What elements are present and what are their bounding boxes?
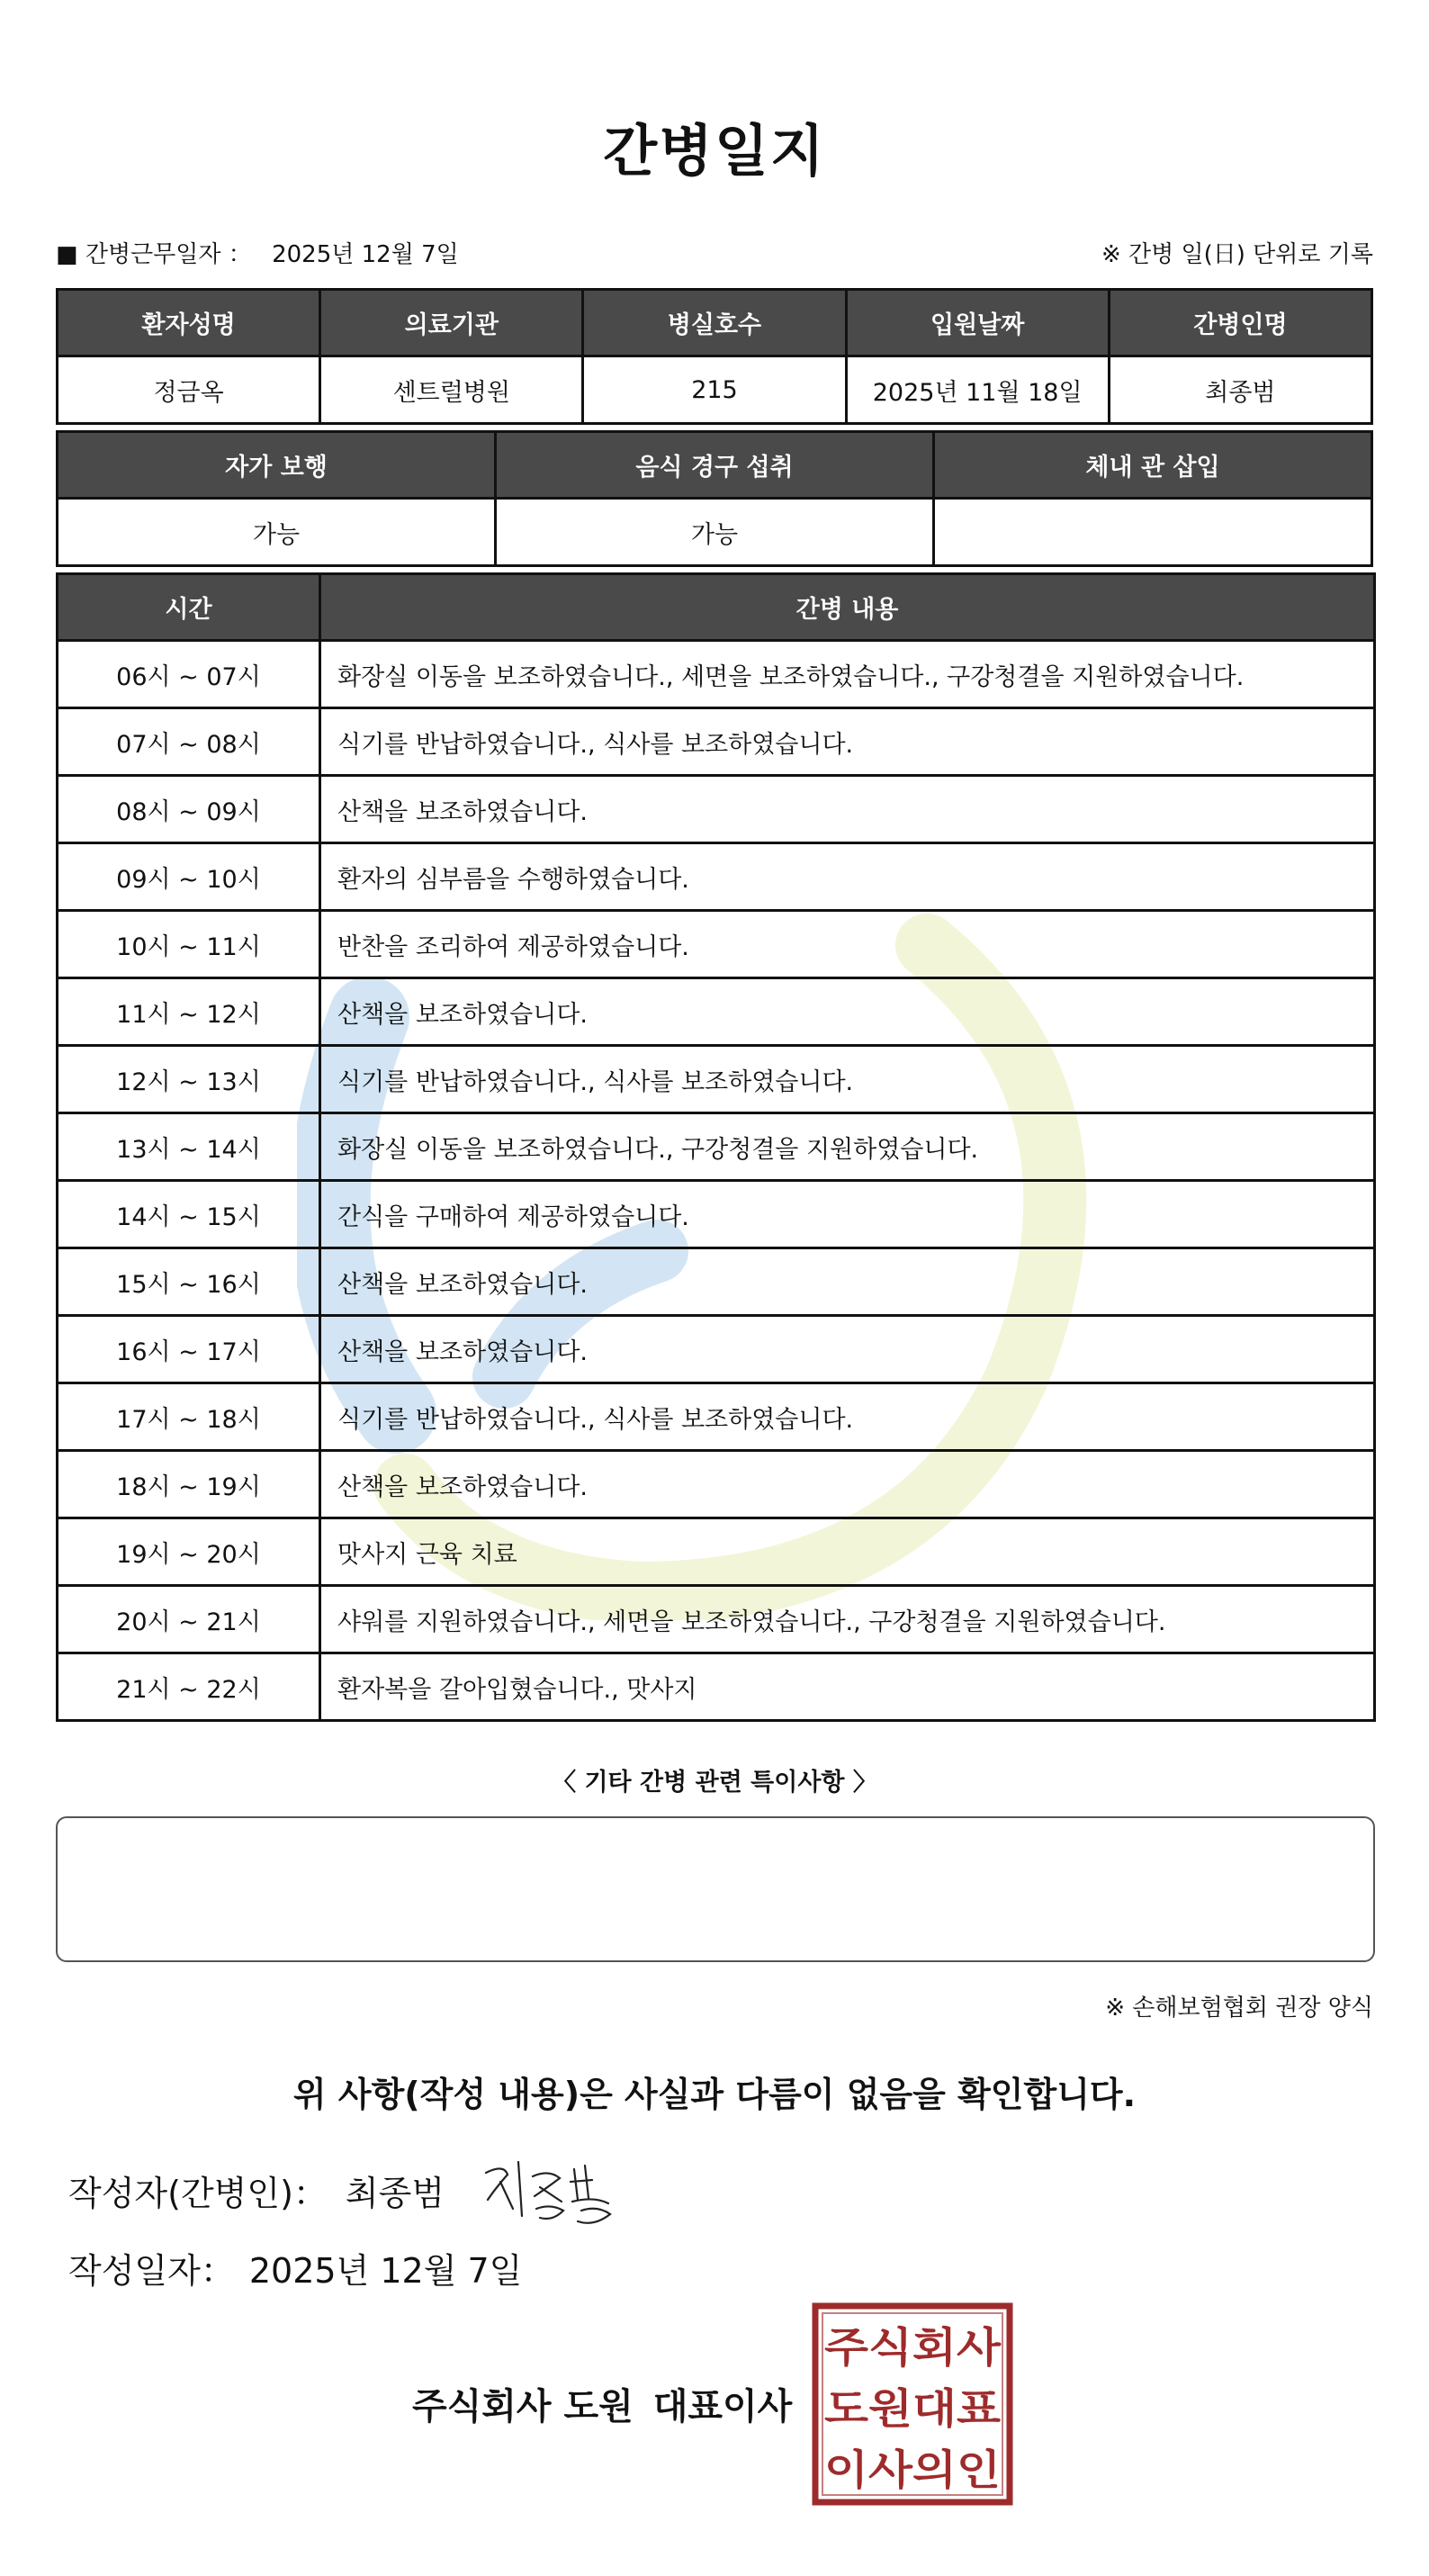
recommend-note: ※ 손해보험협회 권장 양식 bbox=[1105, 1995, 1373, 2022]
log-content: 식기를 반납하였습니다., 식사를 보조하였습니다. bbox=[320, 1046, 1375, 1113]
company-line bbox=[412, 2378, 792, 2429]
log-content: 산책을 보조하였습니다. bbox=[320, 978, 1375, 1046]
log-content: 샤워를 지원하였습니다., 세면을 보조하였습니다., 구강청결을 지원하였습니다. bbox=[320, 1586, 1375, 1653]
log-row bbox=[58, 1451, 1375, 1518]
company-title: 대표이사 bbox=[652, 2386, 793, 2427]
admission-date-value: 2025년 11월 18일 bbox=[846, 356, 1109, 424]
work-date-label: ■ 간병근무일자 ： bbox=[56, 241, 252, 268]
log-content: 간식을 구매하여 제공하였습니다. bbox=[320, 1181, 1375, 1248]
log-time: 13시 ~ 14시 bbox=[58, 1113, 320, 1181]
log-row bbox=[58, 708, 1375, 776]
hospital-value: 센트럴병원 bbox=[320, 356, 583, 424]
log-row bbox=[58, 776, 1375, 843]
notes-box bbox=[56, 1816, 1375, 1962]
log-row bbox=[58, 911, 1375, 978]
tube-insertion-value bbox=[934, 499, 1372, 566]
confirm-statement: 위 사항(작성 내용)은 사실과 다름이 없음을 확인합니다. bbox=[292, 2075, 1137, 2114]
header-time: 시간 bbox=[58, 574, 320, 641]
company-seal-stamp bbox=[812, 2302, 1013, 2506]
log-time: 17시 ~ 18시 bbox=[58, 1383, 320, 1451]
log-content: 환자복을 갈아입혔습니다., 맛사지 bbox=[320, 1653, 1375, 1721]
log-time: 15시 ~ 16시 bbox=[58, 1248, 320, 1316]
caregiver-name-value: 최종범 bbox=[1109, 356, 1371, 424]
log-row bbox=[58, 1653, 1375, 1721]
log-time: 14시 ~ 15시 bbox=[58, 1181, 320, 1248]
room-number-value: 215 bbox=[583, 356, 846, 424]
log-time: 10시 ~ 11시 bbox=[58, 911, 320, 978]
log-content: 산책을 보조하였습니다. bbox=[320, 1316, 1375, 1383]
header-care-content: 간병 내용 bbox=[320, 574, 1375, 641]
writer-line bbox=[68, 2166, 445, 2215]
log-content: 반찬을 조리하여 제공하였습니다. bbox=[320, 911, 1375, 978]
log-time: 19시 ~ 20시 bbox=[58, 1518, 320, 1586]
log-content: 환자의 심부름을 수행하였습니다. bbox=[320, 843, 1375, 911]
header-patient-name: 환자성명 bbox=[58, 290, 320, 356]
handwritten-signature bbox=[477, 2146, 630, 2236]
header-self-walking: 자가 보행 bbox=[58, 432, 496, 499]
seal-text-line: 도원대표 bbox=[824, 2384, 1002, 2433]
header-room-number: 병실호수 bbox=[583, 290, 846, 356]
header-tube-insertion: 체내 관 삽입 bbox=[934, 432, 1372, 499]
company-name: 주식회사 도원 bbox=[412, 2386, 634, 2427]
log-time: 20시 ~ 21시 bbox=[58, 1586, 320, 1653]
log-row bbox=[58, 1046, 1375, 1113]
unit-note: ※ 간병 일(日) 단위로 기록 bbox=[1101, 241, 1373, 268]
notes-title: 〈 기타 간병 관련 특이사항 〉 bbox=[552, 1769, 877, 1797]
log-content: 산책을 보조하였습니다. bbox=[320, 776, 1375, 843]
log-content: 식기를 반납하였습니다., 식사를 보조하였습니다. bbox=[320, 1383, 1375, 1451]
log-time: 18시 ~ 19시 bbox=[58, 1451, 320, 1518]
log-header-row bbox=[58, 574, 1375, 641]
patient-name-value: 정금옥 bbox=[58, 356, 320, 424]
patient-value-row bbox=[58, 356, 1372, 424]
log-content: 맛사지 근육 치료 bbox=[320, 1518, 1375, 1586]
patient-header-row bbox=[58, 290, 1372, 356]
care-log-table bbox=[56, 572, 1376, 1722]
page-title: 간병일지 bbox=[603, 118, 826, 184]
header-oral-intake: 음식 경구 섭취 bbox=[496, 432, 934, 499]
log-row bbox=[58, 1248, 1375, 1316]
status-header-row bbox=[58, 432, 1372, 499]
log-content: 화장실 이동을 보조하였습니다., 구강청결을 지원하였습니다. bbox=[320, 1113, 1375, 1181]
notes-text bbox=[58, 1818, 1373, 1847]
log-time: 06시 ~ 07시 bbox=[58, 641, 320, 708]
log-row bbox=[58, 1518, 1375, 1586]
log-time: 16시 ~ 17시 bbox=[58, 1316, 320, 1383]
care-log-rows bbox=[58, 641, 1375, 1721]
log-row bbox=[58, 1316, 1375, 1383]
log-time: 12시 ~ 13시 bbox=[58, 1046, 320, 1113]
status-value-row bbox=[58, 499, 1372, 566]
patient-info-table bbox=[56, 288, 1373, 425]
written-date-line bbox=[68, 2243, 522, 2292]
seal-text-line: 이사의인 bbox=[824, 2445, 1001, 2494]
log-row bbox=[58, 1181, 1375, 1248]
log-time: 21시 ~ 22시 bbox=[58, 1653, 320, 1721]
log-time: 08시 ~ 09시 bbox=[58, 776, 320, 843]
log-content: 화장실 이동을 보조하였습니다., 세면을 보조하였습니다., 구강청결을 지원하였습니다. bbox=[320, 641, 1375, 708]
oral-intake-value: 가능 bbox=[496, 499, 934, 566]
log-content: 산책을 보조하였습니다. bbox=[320, 1451, 1375, 1518]
log-row bbox=[58, 641, 1375, 708]
log-row bbox=[58, 978, 1375, 1046]
self-walking-value: 가능 bbox=[58, 499, 496, 566]
log-time: 09시 ~ 10시 bbox=[58, 843, 320, 911]
written-date-label: 작성일자： bbox=[68, 2251, 235, 2291]
log-time: 07시 ~ 08시 bbox=[58, 708, 320, 776]
header-hospital: 의료기관 bbox=[320, 290, 583, 356]
header-admission-date: 입원날짜 bbox=[846, 290, 1109, 356]
log-row bbox=[58, 1586, 1375, 1653]
work-date-line bbox=[56, 236, 459, 269]
log-content: 산책을 보조하였습니다. bbox=[320, 1248, 1375, 1316]
work-date-value: 2025년 12월 7일 bbox=[272, 241, 459, 268]
patient-status-table bbox=[56, 430, 1373, 567]
log-time: 11시 ~ 12시 bbox=[58, 978, 320, 1046]
log-row bbox=[58, 843, 1375, 911]
written-date-value: 2025년 12월 7일 bbox=[248, 2251, 523, 2291]
log-content: 식기를 반납하였습니다., 식사를 보조하였습니다. bbox=[320, 708, 1375, 776]
header-caregiver-name: 간병인명 bbox=[1109, 290, 1371, 356]
seal-text-line: 주식회사 bbox=[824, 2323, 1002, 2372]
log-row bbox=[58, 1113, 1375, 1181]
log-row bbox=[58, 1383, 1375, 1451]
writer-label: 작성자(간병인)： bbox=[68, 2174, 328, 2213]
writer-name: 최종범 bbox=[345, 2174, 445, 2213]
